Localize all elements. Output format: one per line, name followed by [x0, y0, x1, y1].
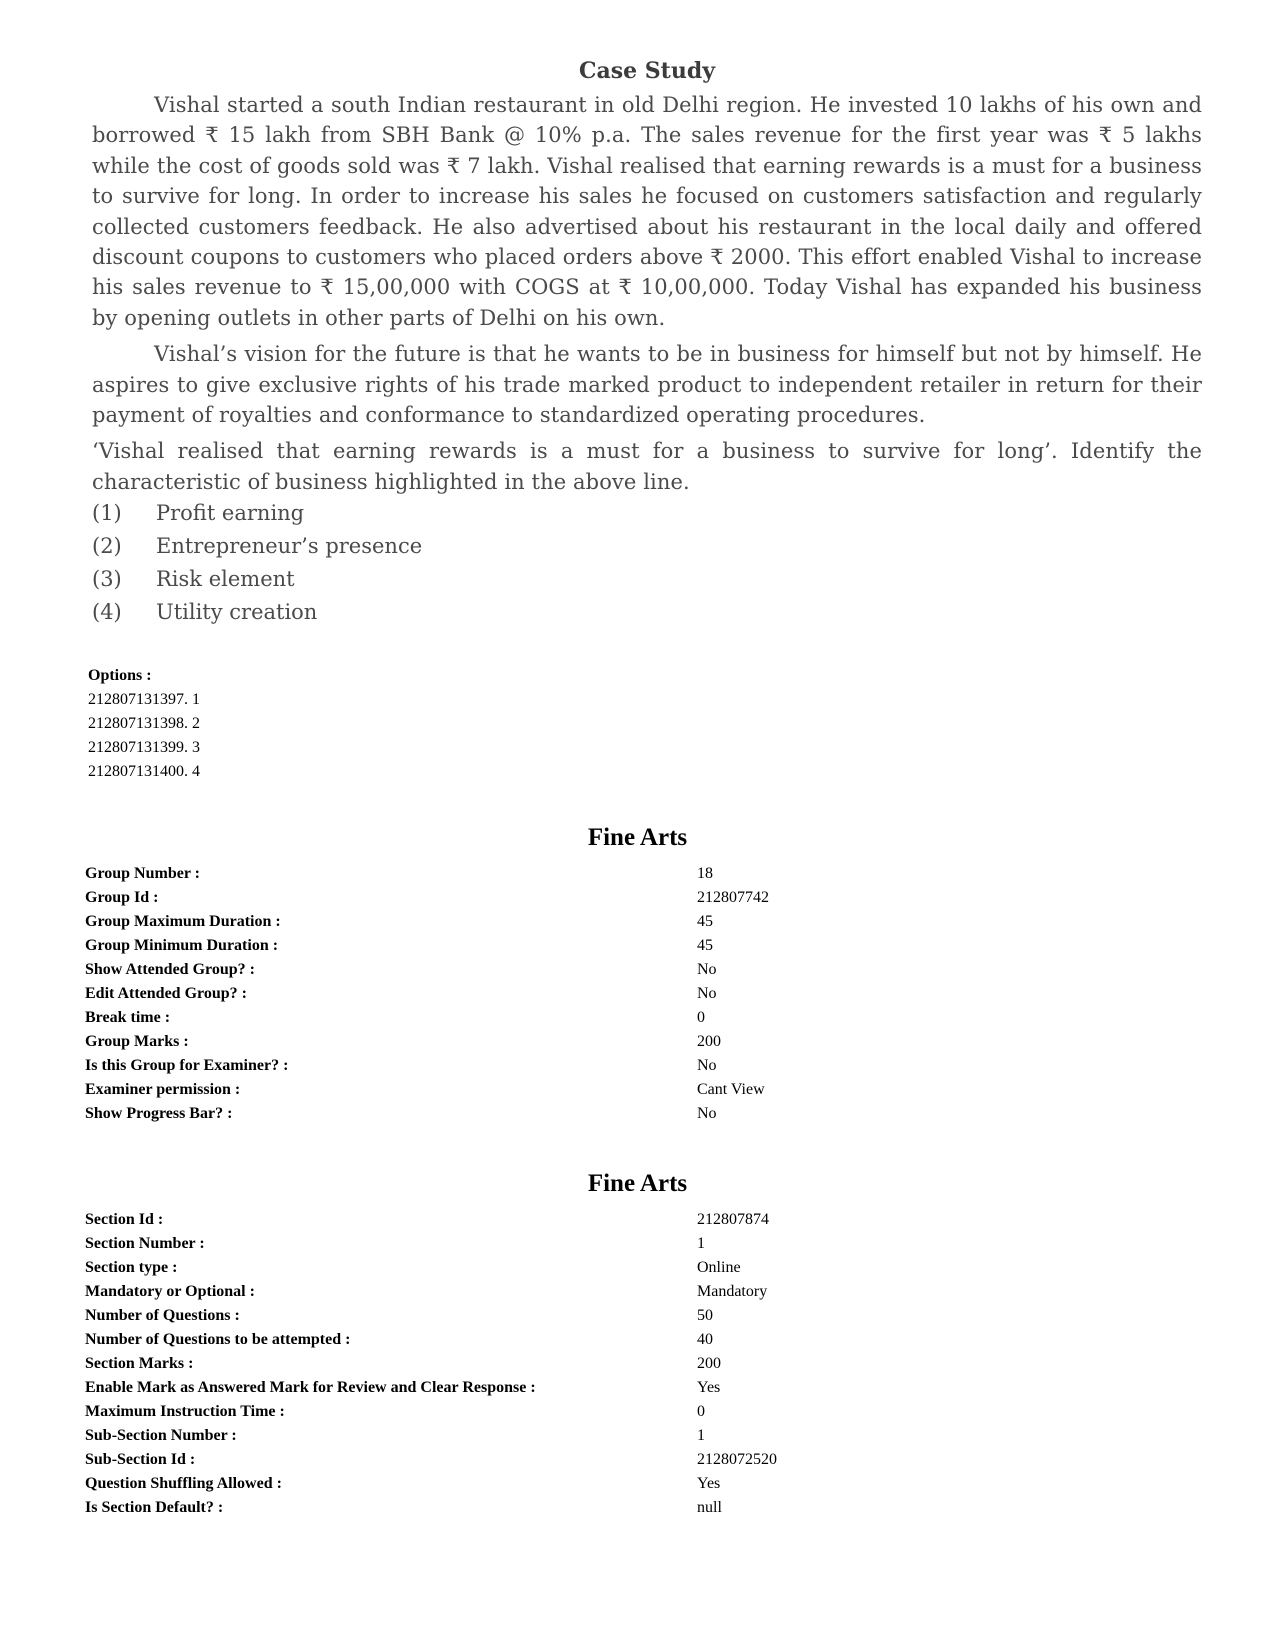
- info-row: [85, 1232, 845, 1256]
- choice-number: (2): [92, 534, 122, 559]
- choice-text: Risk element: [156, 567, 295, 592]
- group-title: Fine Arts: [587, 824, 688, 851]
- info-row: [85, 1496, 845, 1520]
- info-row: [85, 1256, 845, 1280]
- answer-choice: [92, 596, 1202, 629]
- info-value: 0: [697, 1403, 705, 1420]
- info-key: Group Id :: [85, 889, 159, 906]
- info-value: No: [697, 1057, 717, 1074]
- info-value: Yes: [697, 1379, 721, 1396]
- info-key: Edit Attended Group? :: [85, 985, 247, 1002]
- info-key: Group Maximum Duration :: [85, 913, 281, 930]
- info-row: [85, 1472, 845, 1496]
- answer-choice: [92, 530, 1202, 563]
- info-key: Number of Questions to be attempted :: [85, 1331, 351, 1348]
- section-info-table: [85, 1208, 845, 1520]
- info-row: [85, 1030, 845, 1054]
- info-key: Group Minimum Duration :: [85, 937, 279, 954]
- info-key: Is Section Default? :: [85, 1499, 224, 1516]
- info-key: Group Marks :: [85, 1033, 189, 1050]
- info-value: Mandatory: [697, 1283, 768, 1300]
- info-value: 212807742: [697, 889, 769, 906]
- choice-number: (4): [92, 600, 122, 625]
- info-value: Yes: [697, 1475, 721, 1492]
- info-row: [85, 934, 845, 958]
- info-key: Section Number :: [85, 1235, 205, 1252]
- options-list: [88, 664, 200, 784]
- case-study-block: [92, 56, 1202, 629]
- info-key: Enable Mark as Answered Mark for Review and Clear Response :: [85, 1379, 536, 1396]
- choice-text: Utility creation: [156, 600, 318, 625]
- case-study-title: Case Study: [578, 58, 716, 84]
- info-row: [85, 1400, 845, 1424]
- info-key: Break time :: [85, 1009, 171, 1026]
- info-row: [85, 886, 845, 910]
- info-value: 200: [697, 1355, 721, 1372]
- info-key: Is this Group for Examiner? :: [85, 1057, 289, 1074]
- info-value: Cant View: [697, 1081, 765, 1098]
- info-row: [85, 1328, 845, 1352]
- info-row: [85, 1006, 845, 1030]
- info-row: [85, 958, 845, 982]
- options-label: Options :: [88, 667, 152, 684]
- info-value: Online: [697, 1259, 741, 1276]
- option-item: 212807131399. 3: [88, 739, 200, 756]
- info-value: null: [697, 1499, 722, 1516]
- info-row: [85, 862, 845, 886]
- info-value: No: [697, 985, 717, 1002]
- info-row: [85, 1280, 845, 1304]
- info-key: Section Id :: [85, 1211, 164, 1228]
- info-key: Number of Questions :: [85, 1307, 240, 1324]
- info-row: [85, 1352, 845, 1376]
- info-value: 1: [697, 1235, 705, 1252]
- info-value: 1: [697, 1427, 705, 1444]
- info-key: Group Number :: [85, 865, 200, 882]
- info-key: Show Progress Bar? :: [85, 1105, 233, 1122]
- info-value: No: [697, 1105, 717, 1122]
- info-row: [85, 1448, 845, 1472]
- case-study-paragraph: Vishal’s vision for the future is that he wants to be in business for himself but not by himself. He aspires to give exclusive rights of his trade marked product to independent retailer in return for their payment of royalties and conformance to standardized operating procedures.: [92, 342, 1202, 428]
- info-value: 40: [697, 1331, 713, 1348]
- info-key: Sub-Section Id :: [85, 1451, 196, 1468]
- info-key: Sub-Section Number :: [85, 1427, 237, 1444]
- section-title: Fine Arts: [587, 1170, 688, 1197]
- info-key: Section type :: [85, 1259, 178, 1276]
- choice-number: (1): [92, 501, 122, 526]
- info-row: [85, 1078, 845, 1102]
- info-row: [85, 1054, 845, 1078]
- info-value: 2128072520: [697, 1451, 777, 1468]
- info-value: 200: [697, 1033, 721, 1050]
- option-item: 212807131398. 2: [88, 715, 200, 732]
- choice-number: (3): [92, 567, 122, 592]
- info-value: No: [697, 961, 717, 978]
- option-item: 212807131397. 1: [88, 691, 200, 708]
- choice-text: Profit earning: [156, 501, 305, 526]
- info-key: Mandatory or Optional :: [85, 1283, 255, 1300]
- info-value: 50: [697, 1307, 713, 1324]
- info-key: Examiner permission :: [85, 1081, 241, 1098]
- info-row: [85, 910, 845, 934]
- info-key: Question Shuffling Allowed :: [85, 1475, 282, 1492]
- answer-choice: [92, 497, 1202, 530]
- choice-text: Entrepreneur’s presence: [156, 534, 423, 559]
- info-row: [85, 1304, 845, 1328]
- answer-choice: [92, 563, 1202, 596]
- info-value: 212807874: [697, 1211, 769, 1228]
- group-info-table: [85, 862, 845, 1126]
- info-key: Show Attended Group? :: [85, 961, 255, 978]
- option-item: 212807131400. 4: [88, 763, 200, 780]
- answer-choices: [92, 497, 1202, 629]
- question-text: ‘Vishal realised that earning rewards is a must for a business to survive for long’. Identify the characteristic of business highlighted in the above line.: [92, 439, 1202, 494]
- info-row: [85, 982, 845, 1006]
- case-study-paragraph: Vishal started a south Indian restaurant in old Delhi region. He invested 10 lakhs of his own and borrowed ₹ 15 lakh from SBH Bank @ 10% p.a. The sales revenue for the first year was ₹ 5 lakhs while the cost of goods sold was ₹ 7 lakh. Vishal realised that earning rewards is a must for a business to survive for long. In order to increase his sales he focused on customers satisfaction and regularly collected customers feedback. He also advertised about his restaurant in the local daily and offered discount coupons to customers who placed orders above ₹ 2000. This effort enabled Vishal to increase his sales revenue to ₹ 15,00,000 with COGS at ₹ 10,00,000. Today Vishal has expanded his business by opening outlets in other parts of Delhi on his own.: [92, 93, 1202, 330]
- info-value: 18: [697, 865, 713, 882]
- info-value: 45: [697, 937, 713, 954]
- info-key: Maximum Instruction Time :: [85, 1403, 285, 1420]
- info-key: Section Marks :: [85, 1355, 194, 1372]
- info-value: 0: [697, 1009, 705, 1026]
- info-value: 45: [697, 913, 713, 930]
- info-row: [85, 1376, 845, 1400]
- info-row: [85, 1424, 845, 1448]
- info-row: [85, 1208, 845, 1232]
- info-row: [85, 1102, 845, 1126]
